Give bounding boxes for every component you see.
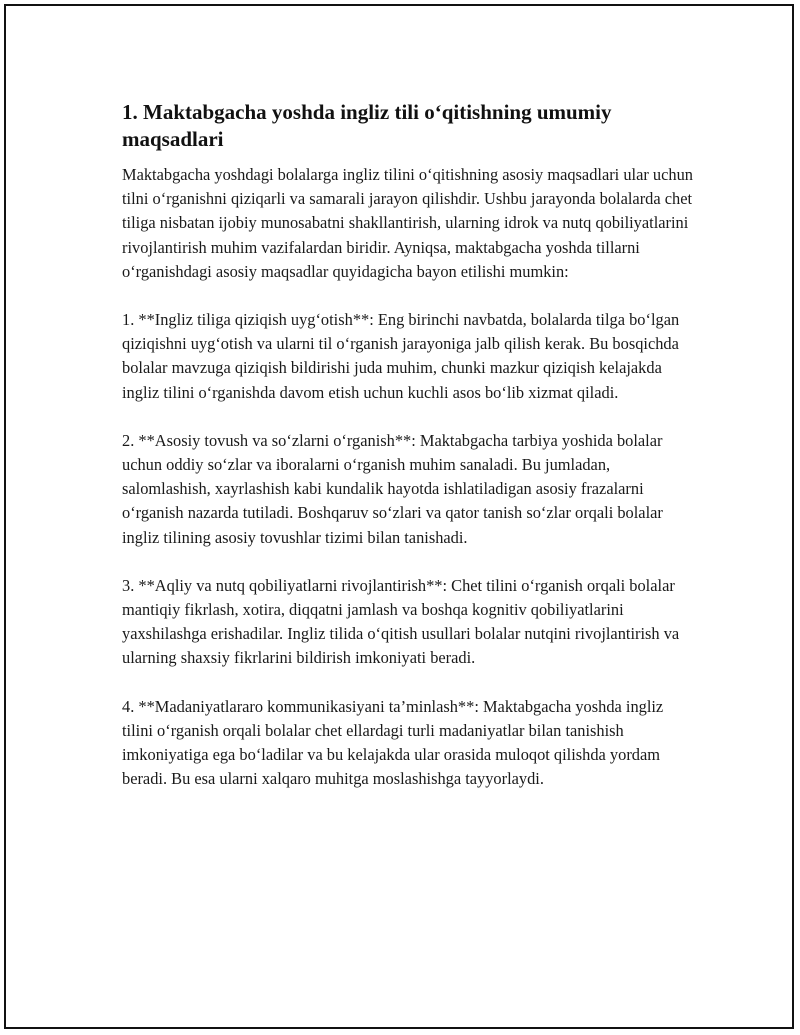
- intro-paragraph: Maktabgacha yoshdagi bolalarga ingliz tilini o‘qitishning asosiy maqsadlari ular uchun tilni o‘rganishni qiziqarli va samarali jarayon qilishdir. Ushbu jarayonda bolalarda chet tiliga nisbatan ijobiy munosabatni shakllantirish, ularning idrok va nutq qobiliyatlarini rivojlantirish muhim vazifalardan biridir. Ayniqsa, maktabgacha yoshda tillarni o‘rganishdagi asosiy maqsadlar quyidagicha bayon etilishi mumkin:: [122, 165, 693, 281]
- document-body: [122, 99, 694, 815]
- goal-paragraph-4: 4. **Madaniyatlararo kommunikasiyani ta’minlash**: Maktabgacha yoshda ingliz tilini o‘rganish orqali bolalar chet ellardagi turli madaniyatlar bilan tanishish imkoniyatiga ega bo‘ladilar va bu kelajakda ular orasida muloqot qilishda yordam beradi. Bu esa ularni xalqaro muhitga moslashishga tayyorlaydi.: [122, 696, 664, 789]
- section-heading: 1. Maktabgacha yoshda ingliz tili o‘qitishning umumiy maqsadlari: [122, 100, 612, 151]
- document-page: [4, 4, 794, 1029]
- goal-paragraph-2: 2. **Asosiy tovush va so‘zlarni o‘rganish**: Maktabgacha tarbiya yoshida bolalar uchun oddiy so‘zlar va iboralarni o‘rganish muhim sanaladi. Bu jumladan, salomlashish, xayrlashish kabi kundalik hayotda ishlatiladigan asosiy frazalarni o‘rganish nazarda tutiladi. Boshqaruv so‘zlari va qator tanish so‘zlar orqali bolalar ingliz tilining asosiy tovushlar tizimi bilan tanishadi.: [122, 430, 663, 547]
- goal-paragraph-1: 1. **Ingliz tiliga qiziqish uyg‘otish**: Eng birinchi navbatda, bolalarda tilga bo‘lgan qiziqishni uyg‘otish va ularni til o‘rganish jarayoniga jalb qilish kerak. Bu bosqichda bolalar mavzuga qiziqish bildirishi juda muhim, chunki mazkur qiziqish kelajakda ingliz tilini o‘rganishda davom etish uchun kuchli asos bo‘lib xizmat qiladi.: [122, 310, 680, 402]
- goal-paragraph-3: 3. **Aqliy va nutq qobiliyatlarni rivojlantirish**: Chet tilini o‘rganish orqali bolalar mantiqiy fikrlash, xotira, diqqatni jamlash va boshqa kognitiv qobiliyatlarini yaxshilashga erishadilar. Ingliz tilida o‘qitish usullari bolalar nutqini rivojlantirish va ularning shaxsiy fikrlarini bildirish imkoniyati beradi.: [122, 575, 680, 668]
